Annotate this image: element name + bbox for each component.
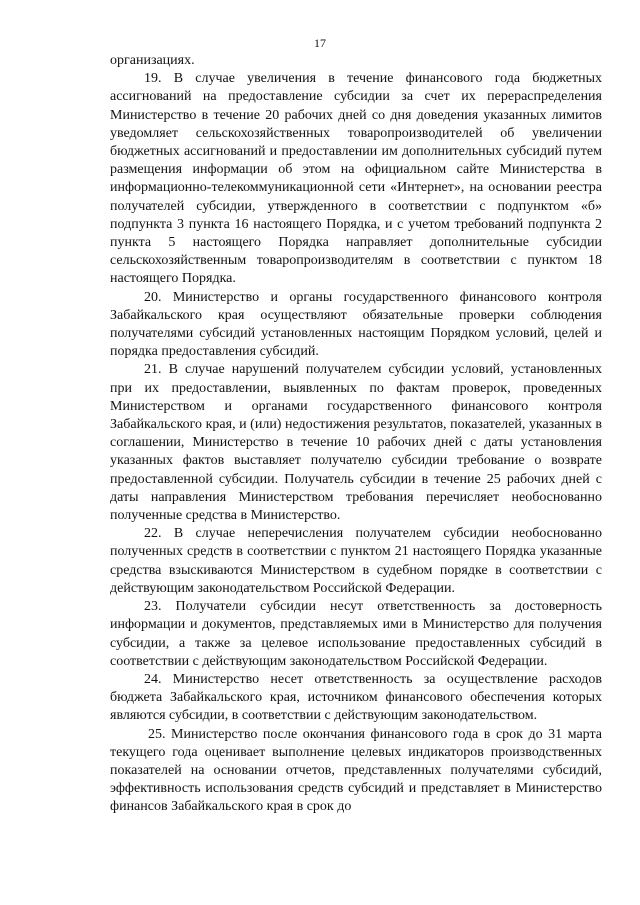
- paragraph-22: 22. В случае неперечисления получателем субсидии необоснованно полученных средств в соответствии с пунктом 21 настоящего Порядка указанные средства взыскиваются Министерством в судебном порядке в соответствии с действующим законодательством Российской Федерации.: [110, 526, 602, 596]
- paragraph-25: 25. Министерство после окончания финансового года в срок до 31 марта текущего года оценивает выполнение целевых индикаторов производственных показателей на основании отчетов, представленных получателями субсидий, эффективность использования средств субсидий и представляет в Министерство финансов Забайкальского края в срок до: [110, 726, 602, 815]
- paragraph-19: 19. В случае увеличения в течение финансового года бюджетных ассигнований на предоставление субсидии за счет их перераспределения Министерство в течение 20 рабочих дней со дня доведения указанных лимитов уведомляет сельскохозяйственных товаропроизводителей об увеличении бюджетных ассигнований и предоставлении им дополнительных субсидий путем размещения информации об этом на официальном сайте Министерства в информационно-телекоммуникационной сети «Интернет», на основании реестра получателей субсидии, утвержденного в соответствии с подпунктом «б» подпункта 3 пункта 16 настоящего Порядка, и с учетом требований подпункта 2 пункта 5 настоящего Порядка направляет дополнительные субсидии сельскохозяйственным товаропроизводителям в соответствии с пунктом 18 настоящего Порядка.: [110, 71, 602, 287]
- document-body: [110, 52, 602, 817]
- page-number: 17: [314, 36, 326, 50]
- paragraph-24: 24. Министерство несет ответственность за осуществление расходов бюджета Забайкальского края, источником финансового обеспечения которых являются субсидии, в соответствии с действующим законодательством.: [110, 671, 602, 724]
- paragraph-continuation: организациях.: [110, 53, 195, 68]
- paragraph-21: 21. В случае нарушений получателем субсидии условий, установленных при их предоставлении, выявленных по фактам проверок, проведенных Министерством и органами государственного финансового контроля Забайкальского края, и (или) недостижения результатов, показателей, указанных в соглашении, Министерство в течение 10 рабочих дней с даты установления указанных фактов выставляет получателю субсидии требование о возврате предоставленной субсидии. Получатель субсидии в течение 25 рабочих дней с даты направления Министерством требования перечисляет необоснованно полученные средства в Министерство.: [110, 362, 602, 524]
- paragraph-23: 23. Получатели субсидии несут ответственность за достоверность информации и документов, представляемых ими в Министерство для получения субсидии, а также за целевое использование предоставленных субсидий в соответствии с действующим законодательством Российской Федерации.: [110, 599, 602, 669]
- paragraph-20: 20. Министерство и органы государственного финансового контроля Забайкальского края осуществляют обязательные проверки соблюдения получателями субсидий установленных настоящим Порядком условий, целей и порядка предоставления субсидий.: [110, 289, 602, 360]
